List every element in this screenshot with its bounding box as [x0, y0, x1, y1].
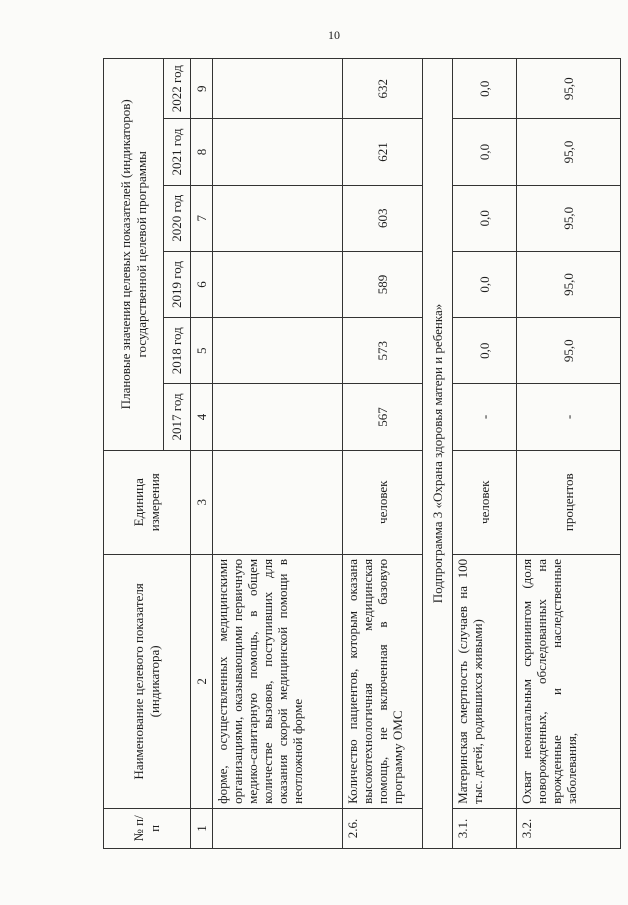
row-value: 603	[343, 185, 423, 251]
page-number: 10	[328, 28, 340, 42]
subprogram-row	[423, 59, 453, 849]
row-name: Охват неонатальным скринингом (доля новорожденных, обследованных на врожденные и наследственные заболевания,	[517, 554, 621, 808]
row-value	[213, 119, 343, 185]
row-name: Количество пациентов, которым оказана высокотехнологичная медицинская помощь, не включенная в базовую программу ОМС	[343, 554, 423, 808]
row-unit	[213, 450, 343, 554]
index-cell: 4	[191, 384, 213, 450]
row-value	[213, 384, 343, 450]
row-value	[213, 185, 343, 251]
row-value: 95,0	[517, 318, 621, 384]
header-year: 2020 год	[164, 185, 191, 251]
table-row	[453, 59, 517, 849]
row-value: 567	[343, 384, 423, 450]
row-unit: процентов	[517, 450, 621, 554]
table-row	[517, 59, 621, 849]
row-num: 3.2.	[517, 808, 621, 848]
row-value: 621	[343, 119, 423, 185]
row-value: 95,0	[517, 185, 621, 251]
row-value	[213, 59, 343, 119]
row-value	[213, 318, 343, 384]
row-value: 589	[343, 251, 423, 317]
header-year: 2022 год	[164, 59, 191, 119]
header-name: Наименование целевого показателя (индикатора)	[104, 554, 191, 808]
index-cell: 2	[191, 554, 213, 808]
row-num: 3.1.	[453, 808, 517, 848]
row-num	[213, 808, 343, 848]
row-value: 573	[343, 318, 423, 384]
index-cell: 6	[191, 251, 213, 317]
row-unit: человек	[453, 450, 517, 554]
row-unit: человек	[343, 450, 423, 554]
header-year: 2018 год	[164, 318, 191, 384]
row-num: 2.6.	[343, 808, 423, 848]
header-year: 2019 год	[164, 251, 191, 317]
header-num: № п/п	[104, 808, 191, 848]
index-cell: 5	[191, 318, 213, 384]
row-value: 632	[343, 59, 423, 119]
table-row	[343, 59, 423, 849]
indicator-table-rotated	[103, 58, 620, 849]
row-value: 0,0	[453, 59, 517, 119]
header-unit: Единица измерения	[104, 450, 191, 554]
row-value: 0,0	[453, 185, 517, 251]
row-value: 95,0	[517, 119, 621, 185]
row-name: Материнская смертность (случаев на 100 тыс. детей, родившихся живыми)	[453, 554, 517, 808]
row-value: 0,0	[453, 318, 517, 384]
table-row	[213, 59, 343, 849]
row-value: 0,0	[453, 251, 517, 317]
index-cell: 1	[191, 808, 213, 848]
header-plan: Плановые значения целевых показателей (индикаторов) государственной целевой программы	[104, 59, 164, 451]
row-value: 0,0	[453, 119, 517, 185]
row-name: форме, осуществленных медицинскими организациями, оказывающими первичную медико-санитарную помощь, в общем количестве вызовов, поступивших для оказания скорой медицинской помощи в неотложной форме	[213, 554, 343, 808]
header-row	[104, 59, 164, 849]
header-year: 2017 год	[164, 384, 191, 450]
row-value: 95,0	[517, 59, 621, 119]
row-value: -	[517, 384, 621, 450]
indicator-table	[103, 58, 621, 849]
index-cell: 7	[191, 185, 213, 251]
subprogram-title: Подпрограмма 3 «Охрана здоровья матери и ребенка»	[423, 59, 453, 849]
header-year: 2021 год	[164, 119, 191, 185]
index-cell: 9	[191, 59, 213, 119]
index-cell: 8	[191, 119, 213, 185]
index-cell: 3	[191, 450, 213, 554]
row-value: -	[453, 384, 517, 450]
index-row	[191, 59, 213, 849]
row-value: 95,0	[517, 251, 621, 317]
row-value	[213, 251, 343, 317]
